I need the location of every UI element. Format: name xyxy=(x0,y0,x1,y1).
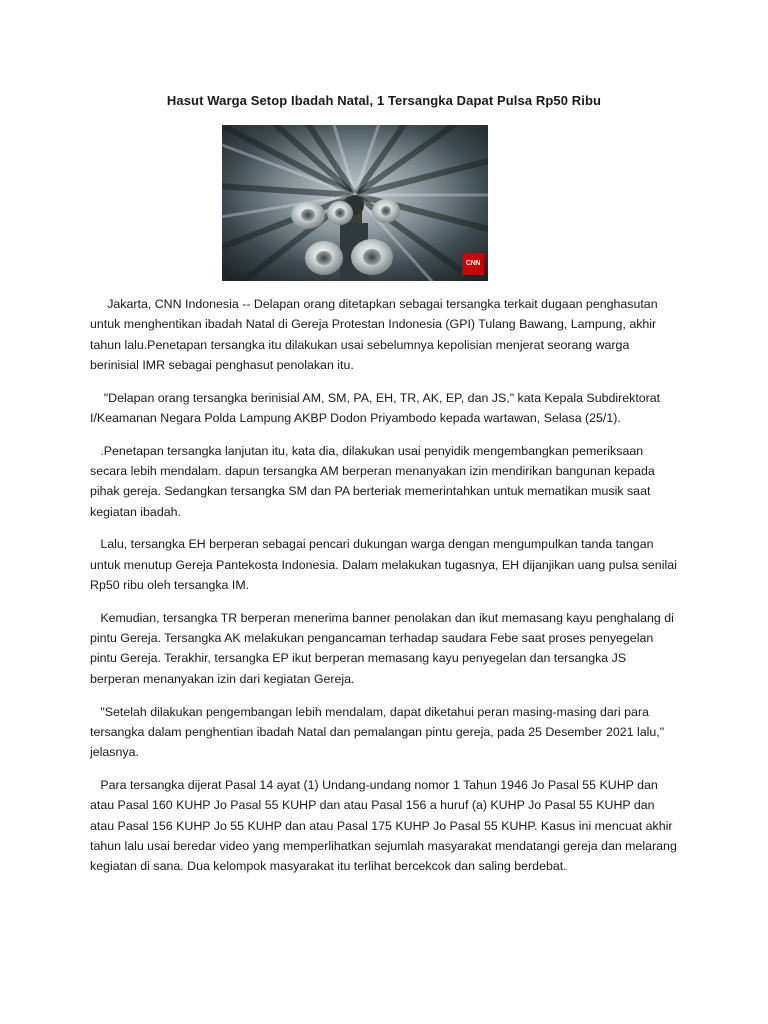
paragraph-6: "Setelah dilakukan pengembangan lebih mendalam, dapat diketahui peran masing-masing dari para tersangka dalam penghentian ibadah Natal dan pemalangan pintu gereja, pada 25 Desember 2021 lalu," jelasnya. xyxy=(90,704,668,760)
article-photo xyxy=(222,125,488,281)
cnn-logo-icon: CNN xyxy=(462,253,484,275)
paragraph-5: Kemudian, tersangka TR berperan menerima banner penolakan dan ikut memasang kayu penghalang di pintu Gereja. Tersangka AK melakukan pengancaman terhadap saudara Febe saat proses penyegelan pintu Gereja. Terakhir, tersangka EP ikut berperan memasang kayu penyegelan dan tersangka JS berperan menanyakan izin dari kegiatan Gereja. xyxy=(90,610,678,686)
paragraph-7: Para tersangka dijerat Pasal 14 ayat (1) Undang-undang nomor 1 Tahun 1946 Jo Pasal 55 KUHP dan atau Pasal 160 KUHP Jo Pasal 55 KUHP dan atau Pasal 156 a huruf (a) KUHP Jo Pasal 55 KUHP dan atau Pasal 156 KUHP Jo 55 KUHP dan atau Pasal 175 KUHP Jo Pasal 55 KUHP. Kasus ini mencuat akhir tahun lalu usai beredar video yang memperlihatkan sejumlah masyarakat mendatangi gereja dan melarang kegiatan di sana. Dua kelompok masyarakat itu terlihat bercekcok dan saling berdebat. xyxy=(90,777,681,874)
paragraph-4: Lalu, tersangka EH berperan sebagai pencari dukungan warga dengan mengumpulkan tanda tangan untuk menutup Gereja Pantekosta Indonesia. Dalam melakukan tugasnya, EH dijanjikan uang pulsa senilai Rp50 ribu oleh tersangka IM. xyxy=(90,537,681,593)
paragraph-1: Jakarta, CNN Indonesia -- Delapan orang ditetapkan sebagai tersangka terkait dugaan penghasutan untuk menghentikan ibadah Natal di Gereja Protestan Indonesia (GPI) Tulang Bawang, Lampung, akhir tahun lalu.Penetapan tersangka itu dilakukan usai sebelumnya kepolisian menjerat seorang warga berinisial IMR sebagai penghasut penolakan itu. xyxy=(90,297,662,372)
paragraph-2: "Delapan orang tersangka berinisial AM, SM, PA, EH, TR, AK, EP, dan JS," kata Kepala Subdirektorat I/Keamanan Negara Polda Lampung AKBP Dodon Priyambodo kepada wartawan, Selasa (25/1). xyxy=(90,390,664,425)
megaphones-image xyxy=(222,125,488,281)
article-body xyxy=(90,294,681,889)
paragraph-3: .Penetapan tersangka lanjutan itu, kata dia, dilakukan usai penyidik mengembangkan pemeriksaan secara lebih mendalam. dapun tersangka AM berperan menanyakan izin mendirikan bangunan kepada pihak gereja. Sedangkan tersangka SM dan PA berteriak memerintahkan untuk mematikan musik saat kegiatan ibadah. xyxy=(90,443,659,519)
article-title: Hasut Warga Setop Ibadah Natal, 1 Tersangka Dapat Pulsa Rp50 Ribu xyxy=(166,93,602,108)
